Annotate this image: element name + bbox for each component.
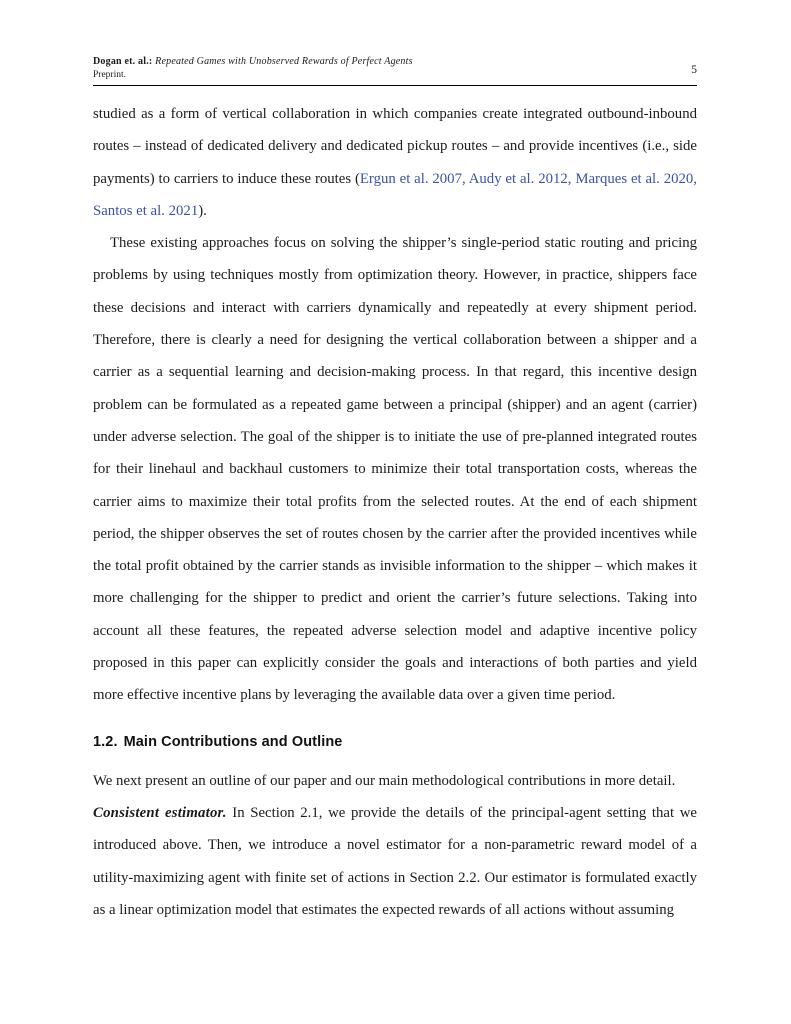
paragraph-existing-approaches [93, 227, 697, 711]
text-run: ). [198, 202, 207, 219]
paragraph-collaboration [93, 98, 697, 227]
text-run: In Section 2.1, we provide the details of the principal-agent setting that we introduced above. Then, we introduce a novel estimator for a non-parametric reward model of a utility-maximizing agent with finite set of actions in Section 2.2. Our estimator is formulated exactly as a linear optimization model that estimates the expected rewards of all actions without assuming [93, 804, 697, 918]
paragraph-lead-in: Consistent estimator. [93, 804, 227, 821]
citation-link: Ergun et al. 2007, Audy et al. 2012, Marques et al. 2020, Santos et al. 2021 [93, 170, 697, 219]
paragraph-outline-intro: We next present an outline of our paper and our main methodological contributions in more detail. [93, 772, 676, 789]
running-head [93, 56, 413, 68]
paragraph-consistent-estimator [93, 797, 697, 926]
running-head-block [93, 56, 413, 81]
section-heading-1-2 [93, 734, 697, 750]
running-head-title: Repeated Games with Unobserved Rewards of Perfect Agents [152, 56, 413, 67]
section-title: Main Contributions and Outline [123, 733, 343, 750]
body-text [93, 98, 697, 926]
running-head-authors: Dogan et. al.: [93, 56, 153, 67]
page-header [93, 56, 697, 81]
page-number: 5 [691, 64, 697, 76]
section-number: 1.2. [93, 733, 118, 750]
text-run: These existing approaches focus on solving the shipper’s single-period static routing and pricing problems by using techniques mostly from optimization theory. However, in practice, shippers face these decisions and interact with carriers dynamically and repeatedly at every shipment period. Therefore, there is clearly a need for designing the vertical collaboration between a shipper and a carrier as a sequential learning and decision-making process. In that regard, this incentive design problem can be formulated as a repeated game between a principal (shipper) and an agent (carrier) under adverse selection. The goal of the shipper is to initiate the use of pre-planned integrated routes for their linehaul and backhaul customers to minimize their total transportation costs, whereas the carrier aims to maximize their total profits from the selected routes. At the end of each shipment period, the shipper observes the set of routes chosen by the carrier after the provided incentives while the total profit obtained by the carrier stands as invisible information to the shipper – which makes it more challenging for the shipper to predict and orient the carrier’s future selections. Taking into account all these features, the repeated adverse selection model and adaptive incentive policy proposed in this paper can explicitly consider the goals and interactions of both parties and yield more effective incentive plans by leveraging the available data over a given time period. [93, 235, 697, 704]
text-run: studied as a form of vertical collaboration in which companies create integrated outbound-inbound routes – instead of dedicated delivery and dedicated pickup routes – and provide incentives (i.e., side payments) to carriers to induce these routes ( [93, 106, 697, 187]
venue-label: Preprint. [93, 70, 126, 80]
header-rule [93, 85, 697, 86]
